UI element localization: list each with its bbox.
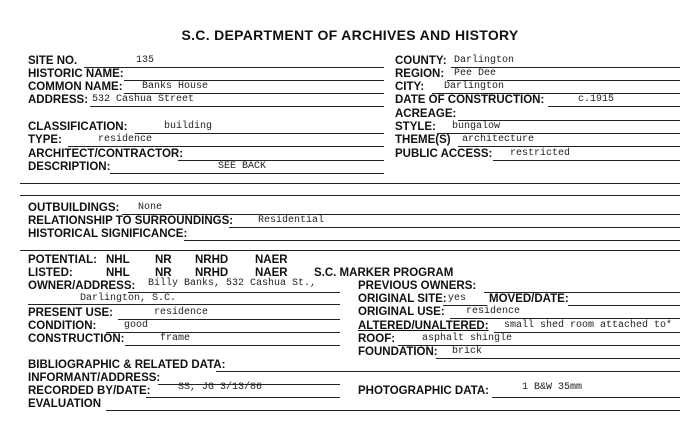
architect-label: ARCHITECT/CONTRACTOR: [28, 148, 184, 160]
photographic-data-value[interactable]: 1 B&W 35mm [522, 382, 583, 393]
previous-owners-label: PREVIOUS OWNERS: [358, 280, 477, 292]
themes-label: THEME(S) [395, 134, 451, 146]
original-site-label: ORIGINAL SITE: [358, 293, 447, 305]
outbuildings-label: OUTBUILDINGS: [28, 202, 120, 214]
foundation-value[interactable]: brick [452, 346, 483, 357]
listed-label: LISTED: [28, 267, 73, 279]
public-access-line [493, 160, 680, 161]
address-value[interactable]: 532 Cashua Street [92, 94, 195, 105]
owner-address-value-line2[interactable]: Darlington, S.C. [80, 293, 177, 304]
altered-unaltered-line [494, 332, 680, 333]
relationship-value[interactable]: Residential [258, 215, 325, 226]
description-blank-line-1 [20, 183, 680, 184]
city-label: CITY: [395, 81, 425, 93]
recorded-by-label: RECORDED BY/DATE: [28, 385, 151, 397]
foundation-line [436, 358, 680, 359]
address-line [90, 106, 384, 107]
owner-address-value-line1[interactable]: Billy Banks, 532 Cashua St., [148, 278, 317, 289]
potential-naer[interactable]: NAER [255, 254, 288, 266]
type-line [68, 146, 384, 147]
potential-nhl[interactable]: NHL [106, 254, 130, 266]
construction-line [125, 345, 340, 346]
condition-label: CONDITION: [28, 320, 97, 332]
bibliographic-label: BIBLIOGRAPHIC & RELATED DATA: [28, 359, 226, 371]
description-line [110, 173, 384, 174]
moved-date-line [568, 305, 680, 306]
city-value[interactable]: Darlington [444, 81, 505, 92]
roof-label: ROOF: [358, 333, 396, 345]
foundation-label: FOUNDATION: [358, 346, 438, 358]
potential-nrhd[interactable]: NRHD [195, 254, 229, 266]
moved-date-label: MOVED/DATE: [489, 293, 569, 305]
description-blank-line-2 [20, 195, 680, 196]
type-label: TYPE: [28, 134, 62, 146]
present-use-line [118, 319, 340, 320]
listed-nrhd[interactable]: NRHD [195, 267, 229, 279]
altered-unaltered-label: ALTERED/UNALTERED: [358, 320, 489, 332]
present-use-label: PRESENT USE: [28, 307, 113, 319]
original-use-line [450, 318, 680, 319]
original-use-label: ORIGINAL USE: [358, 306, 445, 318]
roof-value[interactable]: asphalt shingle [422, 333, 513, 344]
historical-significance-line [184, 240, 680, 241]
condition-value[interactable]: good [124, 320, 149, 331]
listed-nhl[interactable]: NHL [106, 267, 130, 279]
condition-line [106, 332, 340, 333]
listed-nr[interactable]: NR [155, 267, 172, 279]
relationship-label: RELATIONSHIP TO SURROUNDINGS: [28, 215, 234, 227]
classification-label: CLASSIFICATION: [28, 121, 128, 133]
classification-line [135, 133, 384, 134]
present-use-value[interactable]: residence [154, 307, 209, 318]
sc-marker-program[interactable]: S.C. MARKER PROGRAM [314, 267, 454, 279]
recorded-by-line [146, 397, 340, 398]
potential-nr[interactable]: NR [155, 254, 172, 266]
public-access-label: PUBLIC ACCESS: [395, 148, 493, 160]
significance-blank-line [20, 250, 680, 251]
architect-line [178, 160, 384, 161]
public-access-value[interactable]: restricted [510, 148, 571, 159]
original-site-value[interactable]: yes [448, 293, 467, 304]
relationship-line [229, 227, 680, 228]
description-value[interactable]: SEE BACK [218, 161, 267, 172]
page-title: S.C. DEPARTMENT OF ARCHIVES AND HISTORY [181, 27, 519, 43]
potential-label: POTENTIAL: [28, 254, 97, 266]
historical-significance-label: HISTORICAL SIGNIFICANCE: [28, 228, 188, 240]
site-no-line [84, 67, 384, 68]
roof-line [398, 345, 680, 346]
themes-value[interactable]: architecture [462, 134, 535, 145]
acreage-label: ACREAGE: [395, 108, 457, 120]
altered-unaltered-value[interactable]: small shed room attached to* [504, 320, 673, 331]
historic-name-label: HISTORIC NAME: [28, 68, 124, 80]
photographic-data-label: PHOTOGRAPHIC DATA: [358, 385, 489, 397]
common-name-label: COMMON NAME: [28, 81, 123, 93]
owner-address-line-2 [28, 304, 340, 305]
evaluation-line [106, 410, 680, 411]
themes-line [458, 146, 680, 147]
construction-value[interactable]: frame [160, 333, 191, 344]
style-label: STYLE: [395, 121, 436, 133]
photographic-data-line [492, 397, 680, 398]
original-use-value[interactable]: residence [466, 306, 521, 317]
construction-label: CONSTRUCTION: [28, 333, 125, 345]
owner-address-label: OWNER/ADDRESS: [28, 280, 136, 292]
style-value[interactable]: bungalow [452, 121, 501, 132]
evaluation-label: EVALUATION [28, 398, 102, 410]
region-label: REGION: [395, 68, 445, 80]
site-no-value[interactable]: 135 [136, 55, 155, 66]
address-label: ADDRESS: [28, 94, 89, 106]
outbuildings-value[interactable]: None [138, 202, 163, 213]
county-label: COUNTY: [395, 55, 447, 67]
county-value[interactable]: Darlington [454, 55, 515, 66]
date-of-construction-line [548, 106, 680, 107]
classification-value[interactable]: building [164, 121, 213, 132]
bibliographic-line [216, 371, 680, 372]
description-label: DESCRIPTION: [28, 161, 111, 173]
listed-naer[interactable]: NAER [255, 267, 288, 279]
site-no-label: SITE NO. [28, 55, 78, 67]
informant-address-label: INFORMANT/ADDRESS: [28, 372, 161, 384]
date-of-construction-label: DATE OF CONSTRUCTION: [395, 94, 545, 106]
recorded-by-value[interactable]: SS, JG 3/13/86 [178, 382, 263, 393]
type-value[interactable]: residence [98, 134, 153, 145]
date-of-construction-value[interactable]: c.1915 [578, 94, 615, 105]
common-name-value[interactable]: Banks House [142, 81, 209, 92]
region-value[interactable]: Pee Dee [454, 68, 497, 79]
